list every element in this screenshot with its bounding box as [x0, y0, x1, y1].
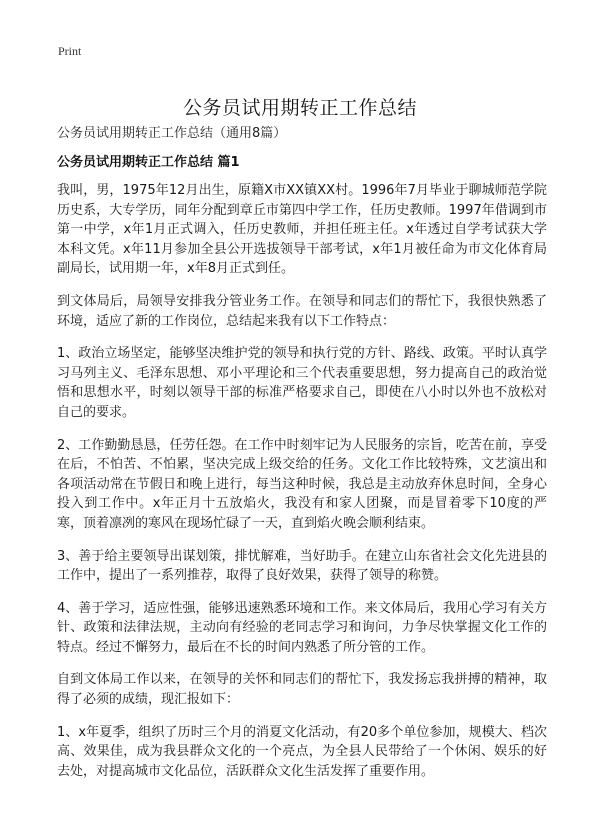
- print-label: Print: [58, 44, 82, 58]
- document-subtitle: 公务员试用期转正工作总结（通用8篇）: [57, 126, 287, 141]
- paragraph-intro: 我叫，男，1975年12月出生，原籍X市XX镇XX村。1996年7月毕业于聊城师范学院历史系，大专学历，同年分配到章丘市第四中学工作，任历史教师。1997年借调到市第一中学，x年1月正式调入，任历史教师，并担任班主任。x年透过自学考试获大学本科文凭。x年11月参加全县公开选拔领导干部考试，x年1月被任命为市文化体育局副局长，试用期一年，x年8月正式到任。: [57, 183, 547, 277]
- paragraph-point-4: 4、善于学习，适应性强，能够迅速熟悉环境和工作。来文体局后，我用心学习有关方针、政策和法律法规，主动向有经验的老同志学习和询问，力争尽快掌握文化工作的特点。经过不懈努力，最后在不长的时间内熟悉了所分管的工作。: [57, 600, 547, 655]
- paragraph-point-3: 3、善于给主要领导出谋划策，排忧解难，当好助手。在建立山东省社会文化先进县的工作中，提出了一系列推荐，取得了良好效果，获得了领导的称赞。: [57, 548, 547, 584]
- document-title: 公务员试用期转正工作总结: [182, 96, 417, 119]
- paragraph-point-2: 2、工作勤勤恳恳，任劳任怨。在工作中时刻牢记为人民服务的宗旨，吃苦在前，享受在后，不怕苦、不怕累，坚决完成上级交给的任务。文化工作比较特殊，文艺演出和各项活动常在节假日和晚上进行，每当这种时候，我总是主动放弃休息时间，全身心投入到工作中。x年正月十五放焰火，我没有和家人团聚，而是冒着零下10度的严寒，顶着凛冽的寒风在现场忙碌了一天，直到焰火晚会顺利结束。: [57, 437, 547, 531]
- document-body: [57, 181, 547, 794]
- paragraph-point-1: 1、政治立场坚定，能够坚决维护党的领导和执行党的方针、路线、政策。平时认真学习马列主义、毛泽东思想、邓小平理论和三个代表重要思想，努力提高自己的政治觉悟和思想水平，时刻以领导干部的标准严格要求自己，即使在八小时以外也不放松对自己的要求。: [57, 346, 547, 420]
- paragraph-achievement-1: 1、x年夏季，组织了历时三个月的消夏文化活动，有20多个单位参加，规模大、档次高、效果佳，成为我县群众文化的一个亮点，为全县人民带给了一个休闲、娱乐的好去处，对提高城市文化品位，活跃群众文化生活发挥了重要作用。: [57, 724, 547, 779]
- paragraph-arrival: 到文体局后，局领导安排我分管业务工作。在领导和同志们的帮忙下，我很快熟悉了环境，适应了新的工作岗位，总结起来我有以下工作特点：: [57, 293, 547, 329]
- paragraph-report-intro: 自到文体局工作以来，在领导的关怀和同志们的帮忙下，我发扬忘我拼搏的精神，取得了必须的成绩，现汇报如下：: [57, 672, 547, 708]
- section-heading: 公务员试用期转正工作总结 篇1: [57, 155, 240, 170]
